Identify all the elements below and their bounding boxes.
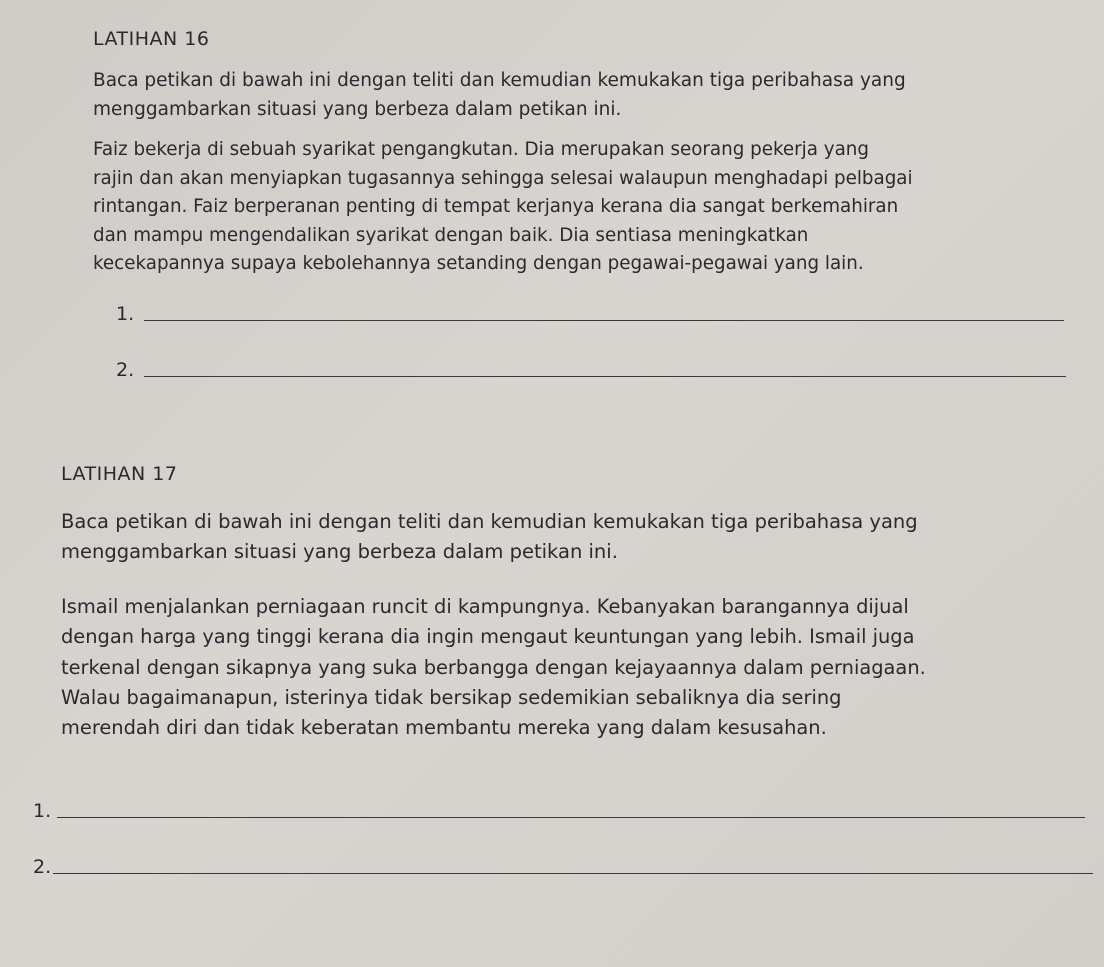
- passage-line: kecekapannya supaya kebolehannya setanding dengan pegawai-pegawai yang lain.: [93, 253, 864, 274]
- instruction-line: Baca petikan di bawah ini dengan teliti dan kemudian kemukakan tiga peribahasa yang: [93, 70, 906, 91]
- exercise-16-answer-1[interactable]: [116, 303, 1064, 325]
- instruction-line: menggambarkan situasi yang berbeza dalam petikan ini.: [93, 99, 622, 120]
- passage-line: rajin dan akan menyiapkan tugasannya sehingga selesai walaupun menghadapi pelbagai: [93, 167, 913, 189]
- answer-number: 2.: [33, 856, 52, 878]
- instruction-line: menggambarkan situasi yang berbeza dalam petikan ini.: [61, 540, 618, 563]
- exercise-17-answer-2[interactable]: [33, 856, 1093, 878]
- exercise-17-title: LATIHAN 17: [61, 463, 178, 485]
- answer-blank-line[interactable]: [144, 372, 1066, 377]
- passage-line: terkenal dengan sikapnya yang suka berbangga dengan kejayaannya dalam perniagaan.: [61, 655, 926, 679]
- passage-line: merendah diri dan tidak keberatan membantu mereka yang dalam kesusahan.: [61, 716, 827, 740]
- passage-line: Faiz bekerja di sebuah syarikat pengangkutan. Dia merupakan seorang pekerja yang: [93, 139, 869, 160]
- exercise-16-passage: [93, 136, 913, 279]
- exercise-16-title: LATIHAN 16: [93, 28, 210, 50]
- answer-blank-line[interactable]: [144, 316, 1064, 321]
- passage-line: dengan harga yang tinggi kerana dia ingin mengaut keuntungan yang lebih. Ismail juga: [61, 625, 915, 649]
- exercise-17-answer-1[interactable]: [33, 800, 1085, 822]
- passage-line: rintangan. Faiz berperanan penting di tempat kerjanya kerana dia sangat berkemahiran: [93, 196, 899, 217]
- answer-blank-line[interactable]: [53, 869, 1093, 874]
- answer-number: 2.: [116, 359, 135, 381]
- passage-line: Ismail menjalankan perniagaan runcit di kampungnya. Kebanyakan barangannya dijual: [61, 595, 909, 618]
- passage-line: dan mampu mengendalikan syarikat dengan baik. Dia sentiasa meningkatkan: [93, 224, 809, 246]
- answer-number: 1.: [33, 800, 52, 822]
- passage-line: Walau bagaimanapun, isterinya tidak bersikap sedemikian sebaliknya dia sering: [61, 685, 842, 709]
- answer-number: 1.: [116, 303, 135, 325]
- exercise-17-instruction: [61, 507, 1041, 567]
- exercise-16-instruction: [93, 66, 1073, 124]
- exercise-17-passage: [61, 592, 926, 743]
- instruction-line: Baca petikan di bawah ini dengan teliti dan kemudian kemukakan tiga peribahasa yang: [61, 510, 918, 533]
- answer-blank-line[interactable]: [57, 813, 1085, 818]
- exercise-16-answer-2[interactable]: [116, 359, 1066, 381]
